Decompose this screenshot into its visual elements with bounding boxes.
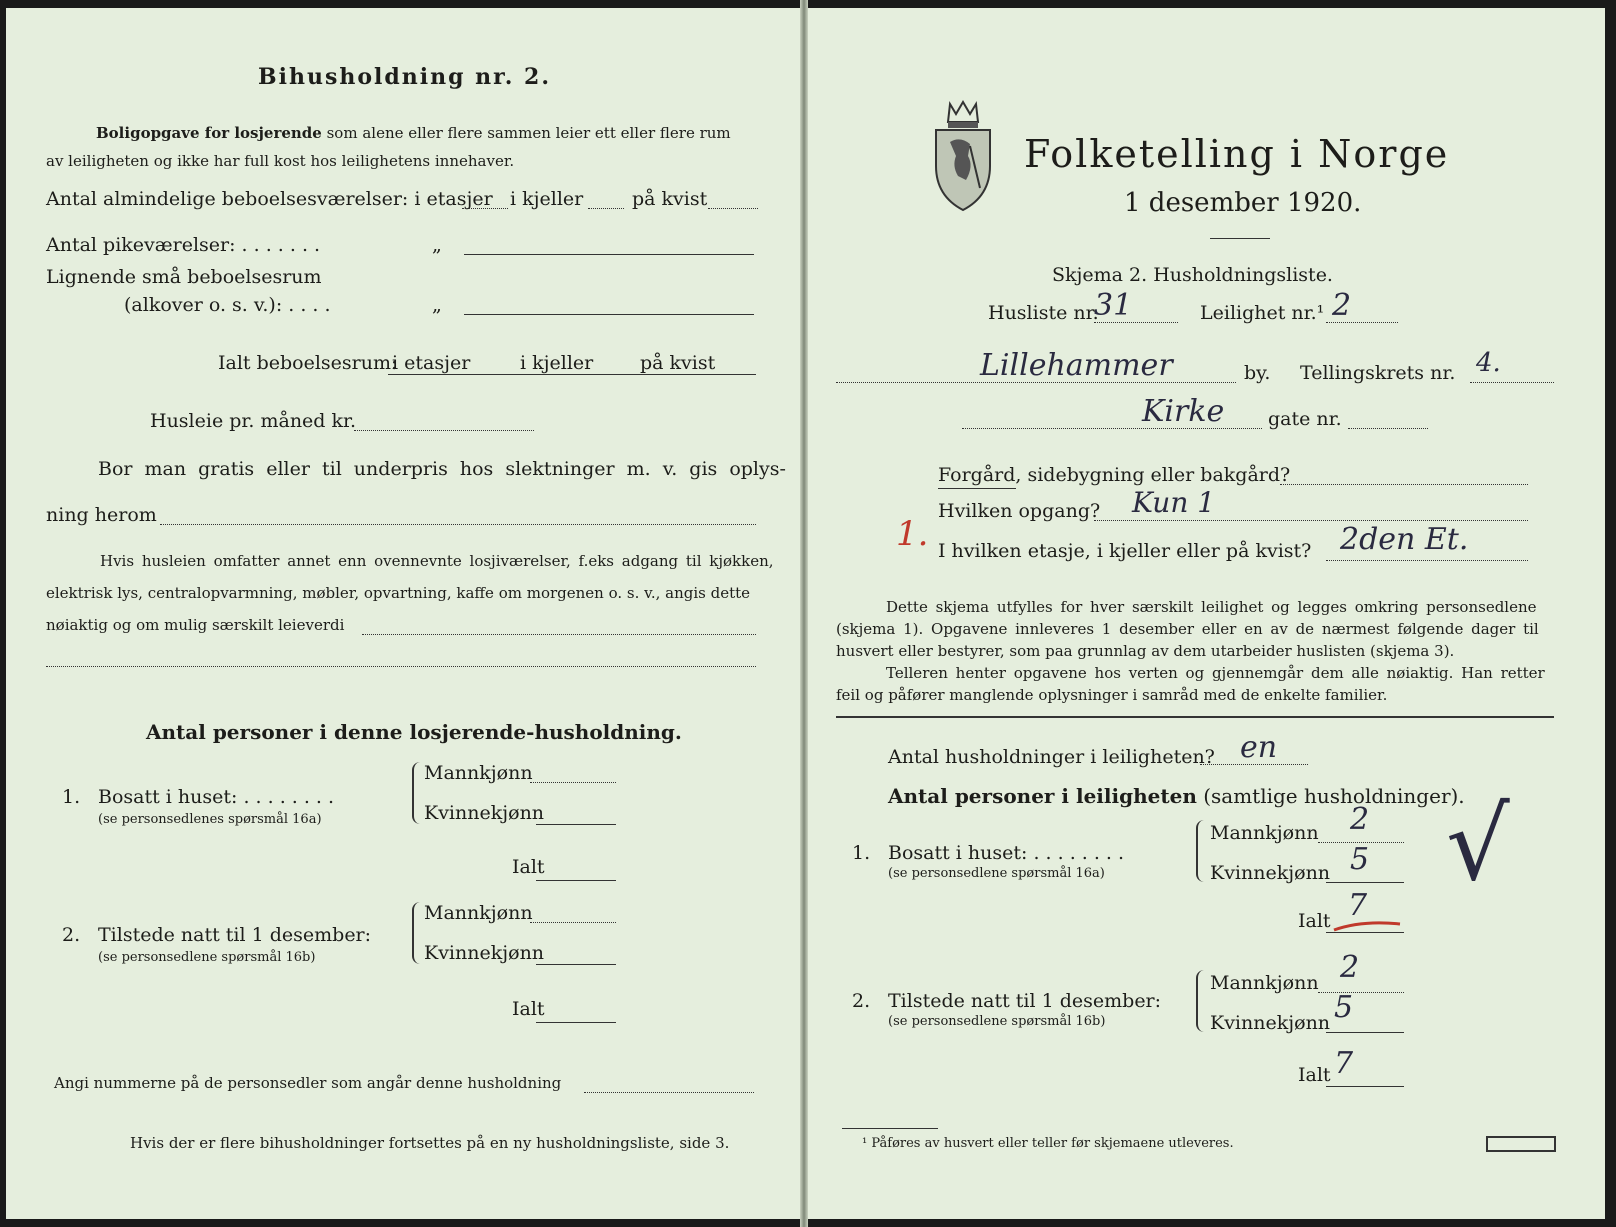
right-q2-mann-value[interactable]: 2 <box>1340 950 1360 985</box>
dette-line-2: (skjema 1). Opgavene innleveres 1 desember eller en av de nærmest følgende dager til <box>836 620 1539 638</box>
opgang-field[interactable] <box>1094 520 1528 521</box>
left-q2-brace <box>412 902 420 964</box>
left-q1-ialt-label: Ialt <box>512 856 545 878</box>
right-q2-ialt-field[interactable] <box>1326 1086 1404 1087</box>
husholdninger-value[interactable]: en <box>1240 730 1278 765</box>
pike-label: Antal pikeværelser: . . . . . . . <box>46 234 321 256</box>
ialt-kjeller-label: i kjeller <box>520 352 594 374</box>
left-q2-ialt-field[interactable] <box>536 1022 616 1023</box>
forgard-underline <box>938 488 1016 489</box>
ialt-beboelses-underline[interactable] <box>388 374 756 375</box>
page-fold <box>800 0 808 1227</box>
right-title: Folketelling i Norge <box>1024 132 1450 176</box>
husleie-label: Husleie pr. måned kr. <box>150 410 357 432</box>
rooms-etasjer-field[interactable] <box>462 208 508 209</box>
husholdninger-field[interactable] <box>1200 764 1308 765</box>
right-q2-brace <box>1196 970 1204 1032</box>
etasje-value[interactable]: 2den Et. <box>1340 522 1469 557</box>
opgang-value[interactable]: Kun 1 <box>1132 486 1216 519</box>
leilighet-value[interactable]: 2 <box>1332 288 1352 323</box>
dette-line-3: husvert eller bestyrer, som paa grunnlag av dem utarbeider huslisten (skjema 3). <box>836 642 1455 660</box>
red-strike-icon <box>1332 918 1402 934</box>
right-q2-ialt-label: Ialt <box>1298 1064 1331 1086</box>
krets-label: Tellingskrets nr. <box>1300 362 1456 384</box>
check-mark: √ <box>1446 786 1510 903</box>
angi-field[interactable] <box>584 1092 754 1093</box>
gate-label: gate nr. <box>1268 408 1342 430</box>
lignende-fields[interactable] <box>464 314 754 315</box>
by-value[interactable]: Lillehammer <box>980 348 1173 383</box>
gate-field[interactable] <box>962 428 1262 429</box>
right-q1-sub: (se personsedlene spørsmål 16a) <box>888 866 1105 881</box>
left-q1-brace <box>412 762 420 824</box>
right-q2-kvinne-value[interactable]: 5 <box>1334 990 1354 1025</box>
left-q1-ialt-field[interactable] <box>536 880 616 881</box>
right-q1-kvinne-field[interactable] <box>1326 882 1404 883</box>
angi-label: Angi nummerne på de personsedler som angår denne husholdning <box>54 1074 562 1092</box>
etasje-label: I hvilken etasje, i kjeller eller på kvist? <box>938 540 1312 562</box>
right-q1-label: Bosatt i huset: . . . . . . . . <box>888 842 1125 864</box>
ialt-kvist-label: på kvist <box>640 352 716 374</box>
dette-line-5: feil og påfører manglende oplysninger i samråd med de enkelte familier. <box>836 686 1388 704</box>
right-q2-kvinne-field[interactable] <box>1326 1032 1404 1033</box>
husliste-label: Husliste nr. <box>988 302 1099 324</box>
left-q1-sub: (se personsedlenes spørsmål 16a) <box>98 812 322 827</box>
ialt-etasjer-label: i etasjer <box>392 352 471 374</box>
left-q1-label: Bosatt i huset: . . . . . . . . <box>98 786 335 808</box>
section-rule <box>836 716 1554 718</box>
opgang-label: Hvilken opgang? <box>938 500 1101 522</box>
right-q2-mann-label: Mannkjønn <box>1210 972 1319 994</box>
krets-value[interactable]: 4. <box>1476 348 1501 378</box>
left-q2-label: Tilstede natt til 1 desember: <box>98 924 372 946</box>
left-q2-num: 2. <box>62 924 81 946</box>
right-q1-kvinne-label: Kvinnekjønn <box>1210 862 1331 884</box>
lignende-line-2: (alkover o. s. v.): . . . . <box>124 294 331 316</box>
left-q2-mann-label: Mannkjønn <box>424 902 533 924</box>
leilighet-field[interactable] <box>1326 322 1398 323</box>
left-q2-sub: (se personsedlene spørsmål 16b) <box>98 950 316 965</box>
left-q1-mann-label: Mannkjønn <box>424 762 533 784</box>
right-q2-sub: (se personsedlene spørsmål 16b) <box>888 1014 1106 1029</box>
gate-value[interactable]: Kirke <box>1142 394 1225 429</box>
rooms-kvist-label: på kvist <box>632 188 708 210</box>
footnote-rule <box>842 1128 938 1129</box>
right-q2-mann-field[interactable] <box>1318 992 1404 993</box>
by-label: by. <box>1244 362 1271 384</box>
hvis-line-2: elektrisk lys, centralopvarmning, møbler, opvartning, kaffe om morgenen o. s. v., angis dette <box>46 584 751 602</box>
husliste-value[interactable]: 31 <box>1094 288 1133 323</box>
right-antal-heading: Antal personer i leiligheten (samtlige husholdninger). <box>888 784 1465 808</box>
hvis-line-3: nøiaktig og om mulig særskilt leieverdi <box>46 616 345 634</box>
left-q1-mann-field[interactable] <box>530 782 616 783</box>
gratis-line-2: ning herom <box>46 504 157 526</box>
rooms-kjeller-label: i kjeller <box>510 188 584 210</box>
lignende-line-1: Lignende små beboelsesrum <box>46 266 322 288</box>
dette-line-1: Dette skjema utfylles for hver særskilt leilighet og legges omkring personsedlene <box>886 598 1537 616</box>
right-q1-mann-value[interactable]: 2 <box>1350 802 1370 837</box>
left-antal-heading: Antal personer i denne losjerende-husholdning. <box>146 720 682 744</box>
margin-mark: 1. <box>896 514 929 554</box>
left-q1-kvinne-field[interactable] <box>536 824 616 825</box>
dette-line-4: Telleren henter opgavene hos verten og gjennemgår dem alle nøiaktig. Han retter <box>886 664 1545 682</box>
right-q1-ialt-label: Ialt <box>1298 910 1331 932</box>
krets-field[interactable] <box>1470 382 1554 383</box>
leieverdi-field[interactable] <box>362 634 756 635</box>
right-q2-ialt-value[interactable]: 7 <box>1334 1046 1354 1081</box>
right-q2-kvinne-label: Kvinnekjønn <box>1210 1012 1331 1034</box>
skjema-label: Skjema 2. Husholdningsliste. <box>1052 264 1333 286</box>
hvis-line-1: Hvis husleien omfatter annet enn ovennevnte losjiværelser, f.eks adgang til kjøkken, <box>100 552 774 570</box>
right-q1-kvinne-value[interactable]: 5 <box>1350 842 1370 877</box>
gate-nr-field[interactable] <box>1348 428 1428 429</box>
right-q2-num: 2. <box>852 990 871 1012</box>
by-field[interactable] <box>836 382 1236 383</box>
husleie-field[interactable] <box>354 430 534 431</box>
pike-quote: „ <box>432 234 442 256</box>
right-q1-mann-label: Mannkjønn <box>1210 822 1319 844</box>
gratis-line-1: Bor man gratis eller til underpris hos slektninger m. v. gis oplys- <box>98 458 786 480</box>
right-q2-label: Tilstede natt til 1 desember: <box>888 990 1162 1012</box>
ialt-beboelses-label: Ialt beboelsesrum: <box>218 352 398 374</box>
right-date: 1 desember 1920. <box>1124 188 1362 218</box>
leilighet-label: Leilighet nr.¹ <box>1200 302 1325 324</box>
forgard-field[interactable] <box>1280 484 1528 485</box>
left-q2-kvinne-field[interactable] <box>536 964 616 965</box>
gratis-field[interactable] <box>160 524 756 525</box>
footnote: ¹ Påføres av husvert eller teller før skjemaene utleveres. <box>862 1136 1234 1151</box>
right-q1-ialt-value[interactable]: 7 <box>1348 888 1368 923</box>
coat-of-arms-icon <box>930 96 996 214</box>
forgard-label: Forgård, sidebygning eller bakgård? <box>938 464 1291 486</box>
lignende-quote: „ <box>432 294 442 316</box>
rooms-kjeller-field[interactable] <box>588 208 624 209</box>
husliste-field[interactable] <box>1094 322 1178 323</box>
intro-line-2: av leiligheten og ikke har full kost hos leilighetens innehaver. <box>46 152 515 170</box>
left-title: Bihusholdning nr. 2. <box>258 64 551 90</box>
right-q1-brace <box>1196 820 1204 882</box>
left-q2-mann-field[interactable] <box>530 922 616 923</box>
right-q1-num: 1. <box>852 842 871 864</box>
intro-line-1: Boligopgave for losjerende som alene eller flere sammen leier ett eller flere rum <box>96 124 731 142</box>
rooms-label: Antal almindelige beboelsesværelser: i etasjer <box>46 188 493 210</box>
pike-fields[interactable] <box>464 254 754 255</box>
left-q1-kvinne-label: Kvinnekjønn <box>424 802 545 824</box>
etasje-field[interactable] <box>1326 560 1528 561</box>
leieverdi-field-2[interactable] <box>46 666 756 667</box>
left-q2-ialt-label: Ialt <box>512 998 545 1020</box>
husholdninger-label: Antal husholdninger i leiligheten? <box>888 746 1215 768</box>
left-footer: Hvis der er flere bihusholdninger fortsettes på en ny husholdningsliste, side 3. <box>130 1134 730 1152</box>
printer-stamp <box>1486 1136 1556 1152</box>
left-q2-kvinne-label: Kvinnekjønn <box>424 942 545 964</box>
rooms-kvist-field[interactable] <box>708 208 758 209</box>
title-rule <box>1210 238 1270 239</box>
left-q1-num: 1. <box>62 786 81 808</box>
